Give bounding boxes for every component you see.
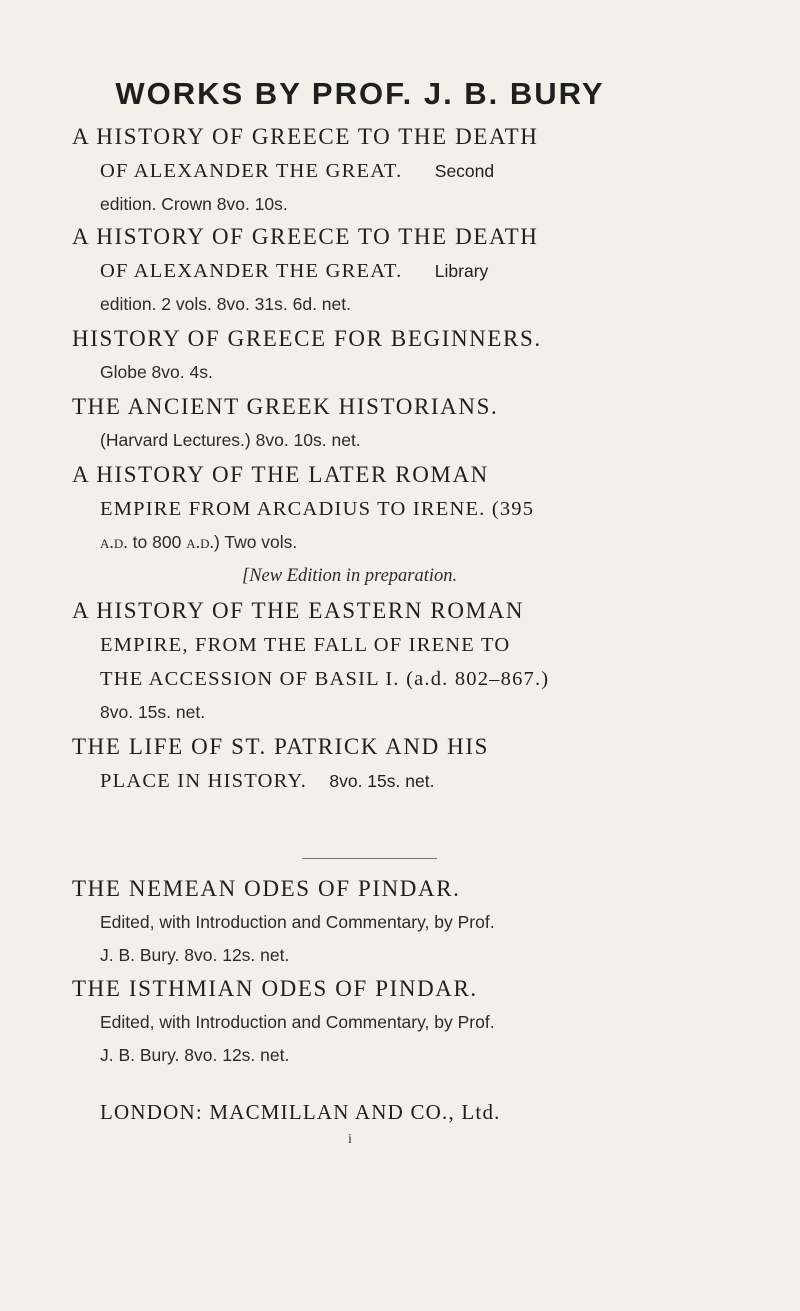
book-title-continued [72,154,737,188]
book-details: 8vo. 15s. net. [329,771,435,791]
edition-note: [New Edition in preparation. [242,566,458,586]
book-entry [72,872,737,972]
book-entry [72,322,737,389]
book-entry [72,220,737,321]
book-title-continued: EMPIRE FROM ARCADIUS TO IRENE. (395 [100,498,535,520]
publisher-imprint: LONDON: MACMILLAN AND CO., Ltd. [100,1100,501,1124]
book-details: Edited, with Introduction and Commentary, by Prof. [100,1012,495,1032]
book-title-line: OF ALEXANDER THE GREAT. [100,260,403,282]
book-details: (Harvard Lectures.) 8vo. 10s. net. [100,430,361,450]
book-details: J. B. Bury. 8vo. 12s. net. [100,1045,290,1065]
era-label: a.d. [100,532,128,552]
book-entry [72,120,737,221]
book-entry [72,972,737,1072]
book-details [72,526,737,559]
book-title: A HISTORY OF GREECE TO THE DEATH [72,124,539,149]
book-details: J. B. Bury. 8vo. 12s. net. [100,945,290,965]
book-entry [72,390,737,457]
book-details: 8vo. 15s. net. [100,702,206,722]
book-details: Globe 8vo. 4s. [100,362,213,382]
section-divider [302,858,437,859]
book-title-line: OF ALEXANDER THE GREAT. [100,160,403,182]
book-title: A HISTORY OF GREECE TO THE DEATH [72,224,539,249]
book-entry [72,458,737,593]
era-label: a.d. [186,532,214,552]
book-title: HISTORY OF GREECE FOR BEGINNERS. [72,326,542,351]
book-details: Edited, with Introduction and Commentary, by Prof. [100,912,495,932]
book-edition: Library [434,261,489,281]
book-title-line: PLACE IN HISTORY. [100,770,308,792]
book-title: A HISTORY OF THE EASTERN ROMAN [72,598,525,623]
book-entry [72,594,737,729]
book-title-continued: EMPIRE, FROM THE FALL OF IRENE TO [100,634,511,656]
book-title-continued [72,254,737,288]
book-edition: Second [434,161,495,181]
book-entry [72,730,737,798]
page-number: i [348,1132,352,1147]
book-title: THE ISTHMIAN ODES OF PINDAR. [72,976,478,1001]
book-title-continued: THE ACCESSION OF BASIL I. (a.d. 802–867.) [100,668,550,690]
book-title: A HISTORY OF THE LATER ROMAN [72,462,489,487]
volume-info: ) Two vols. [213,532,298,552]
book-title: THE NEMEAN ODES OF PINDAR. [72,876,461,901]
date-range: to 800 [132,532,182,552]
book-title: THE ANCIENT GREEK HISTORIANS. [72,394,499,419]
book-details: edition. 2 vols. 8vo. 31s. 6d. net. [100,294,351,314]
book-title: THE LIFE OF ST. PATRICK AND HIS [72,734,490,759]
book-details: edition. Crown 8vo. 10s. [100,194,288,214]
book-title-continued [72,764,737,798]
page-title: WORKS BY PROF. J. B. BURY [115,76,605,111]
